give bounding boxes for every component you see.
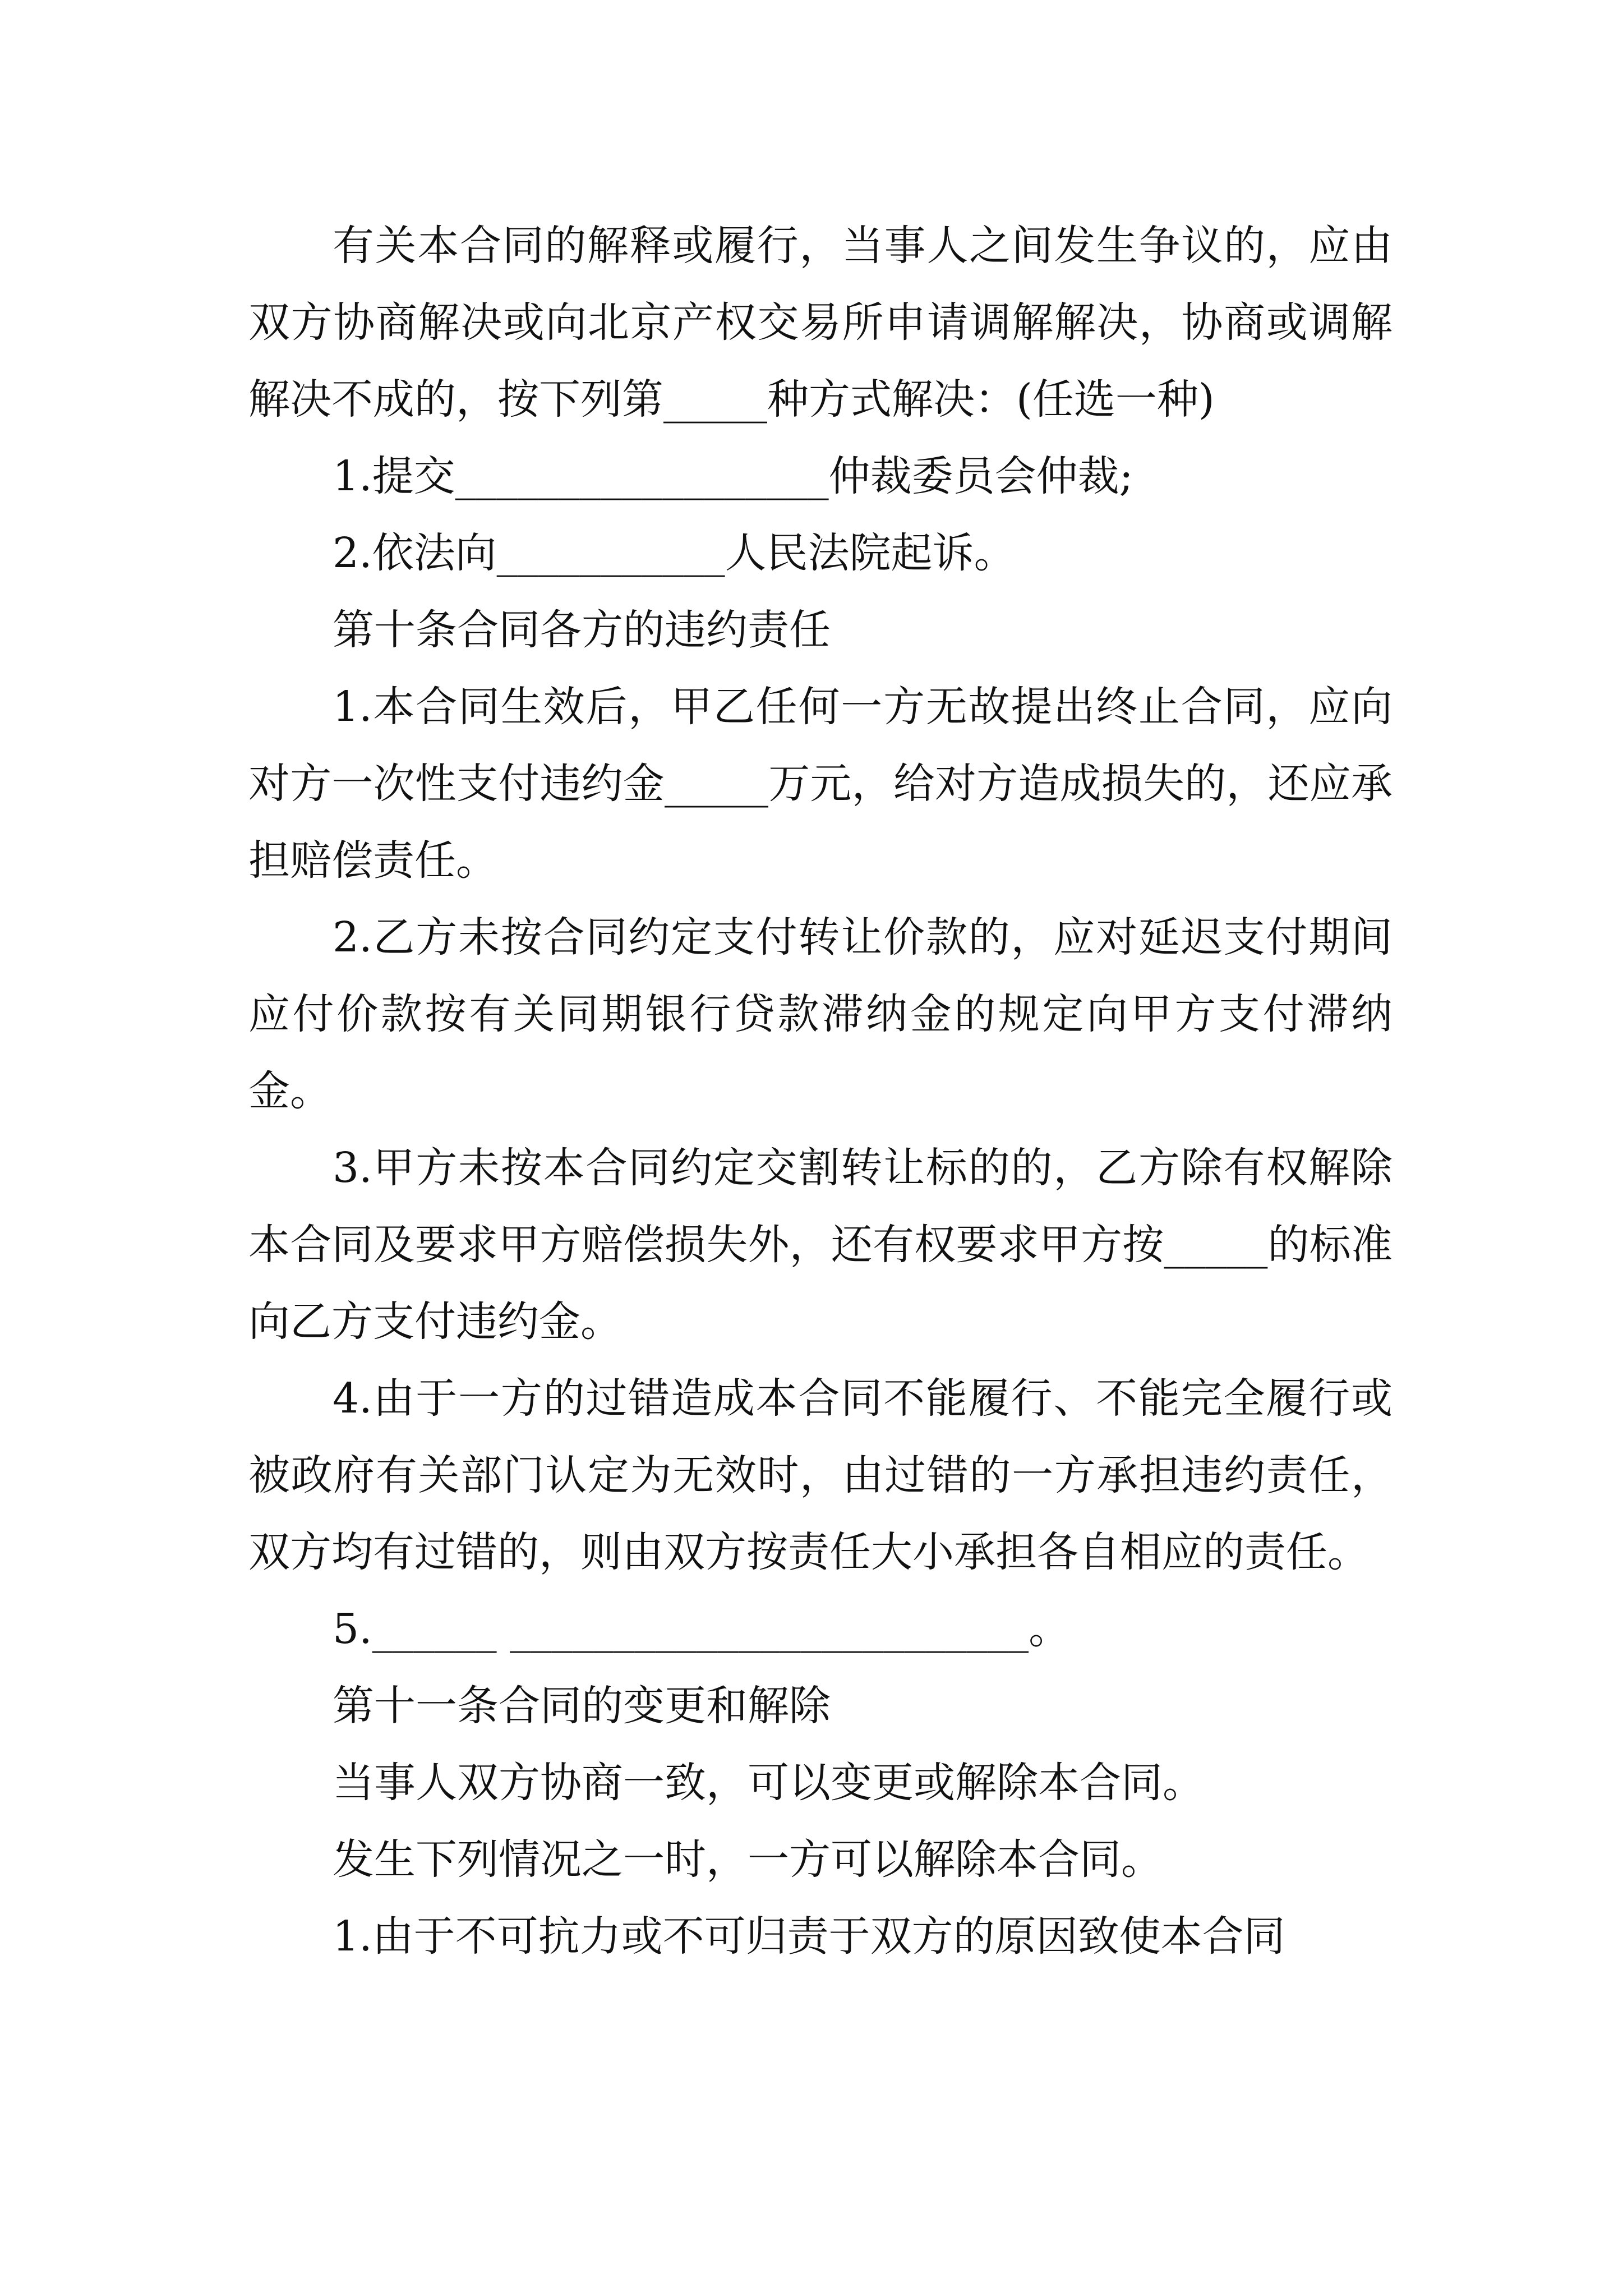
paragraph-unilateral-termination: 发生下列情况之一时，一方可以解除本合同。 <box>333 1835 1163 1884</box>
paragraph-court-option: 2.依法向___________人民法院起诉。 <box>333 529 1016 577</box>
paragraph-other-terms: 5.______ _________________________。 <box>333 1605 1071 1653</box>
paragraph-dispute-resolution: 有关本合同的解释或履行，当事人之间发生争议的，应由双方协商解决或向北京产权交易所申请调解解决，协商或调解解决不成的，按下列第_____种方式解决：(任选一种) <box>248 222 1393 424</box>
section-heading-article-11: 第十一条合同的变更和解除 <box>333 1682 831 1730</box>
paragraph-delivery-default: 3.甲方未按本合同约定交割转让标的的，乙方除有权解除本合同及要求甲方赔偿损失外，还有权要求甲方按_____的标准向乙方支付违约金。 <box>248 1144 1393 1346</box>
paragraph-mutual-change: 当事人双方协商一致，可以变更或解除本合同。 <box>333 1759 1204 1807</box>
paragraph-arbitration-option: 1.提交__________________仲裁委员会仲裁; <box>333 452 1133 500</box>
section-heading-article-10: 第十条合同各方的违约责任 <box>333 606 831 654</box>
document-body <box>248 208 1393 1975</box>
paragraph-termination-penalty: 1.本合同生效后，甲乙任何一方无故提出终止合同，应向对方一次性支付违约金_____万元，给对方造成损失的，还应承担赔偿责任。 <box>248 683 1393 885</box>
paragraph-force-majeure: 1.由于不可抗力或不可归责于双方的原因致使本合同 <box>333 1912 1285 1961</box>
paragraph-fault-liability: 4.由于一方的过错造成本合同不能履行、不能完全履行或被政府有关部门认定为无效时，由过错的一方承担违约责任，双方均有过错的，则由双方按责任大小承担各自相应的责任。 <box>248 1374 1393 1576</box>
paragraph-late-payment: 2.乙方未按合同约定支付转让价款的，应对延迟支付期间应付价款按有关同期银行贷款滞纳金的规定向甲方支付滞纳金。 <box>248 913 1393 1115</box>
